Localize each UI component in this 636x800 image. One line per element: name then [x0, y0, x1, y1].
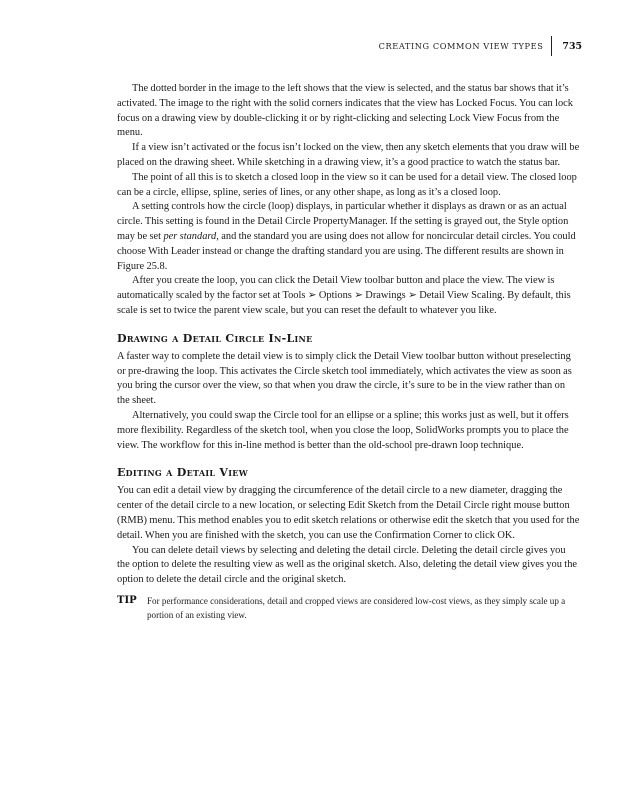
paragraph: The point of all this is to sketch a closed loop in the view so it can be used for a detail view. The closed loop can be a circle, ellipse, spline, series of lines, or any other shape, as long as it’s a closed loop.	[117, 171, 577, 198]
page-number: 735	[562, 40, 582, 52]
body-text	[117, 82, 580, 622]
italic-text: per standard	[163, 230, 217, 242]
paragraph: You can delete detail views by selecting and deleting the detail circle. Deleting the detail circle gives you the option to delete the resulting view as well as the original sketch. Also, deleting the detail view gives you the option to delete the detail circle and the original sketch.	[117, 544, 578, 586]
paragraph: After you create the loop, you can click the Detail View toolbar button and place the view. The view is automatically scaled by the factor set at Tools ➢ Options ➢ Drawings ➢ Detail View Scaling. By default, this scale is set to twice the parent view scale, but you can reset the default to whatever you like.	[117, 275, 571, 316]
paragraph: A faster way to complete the detail view is to simply click the Detail View toolbar button without preselecting or pre-drawing the loop. This activates the Circle sketch tool immediately, which activates the view as soon as you bring the cursor over the view, so that when you draw the circle, it’s sure to be in the view rather than on the sheet.	[117, 350, 572, 407]
tip-box	[117, 594, 580, 622]
text-run: A setting controls how the circle (loop) displays, in particular whether it displays as drawn or as an actual circle. This setting is found in the Detail Circle PropertyManager. If the setting is grayed out, the Style option may be set	[117, 201, 569, 242]
paragraph: Alternatively, you could swap the Circle tool for an ellipse or a spline; this works just as well, but it offers more flexibility. Regardless of the sketch tool, when you close the loop, SolidWorks prompts you to place the view. The workflow for this in-line method is better than the old-school pre-drawn loop technique.	[117, 409, 569, 451]
section-heading-editing-detail-view: Editing a Detail View	[117, 466, 248, 480]
running-head	[379, 36, 582, 56]
header-divider	[551, 36, 552, 56]
tip-label: TIP	[117, 594, 137, 606]
paragraph: You can edit a detail view by dragging the circumference of the detail circle to a new diameter, dragging the center of the detail circle to a new location, or selecting Edit Sketch from the Detail Circle right mouse button (RMB) menu. This method enables you to edit sketch relations or otherwise edit the sketch that you used for the detail. When you are finished with the sketch, you can use the Confirmation Corner to click OK.	[117, 485, 580, 541]
paragraph: If a view isn’t activated or the focus isn’t locked on the view, then any sketch elements that you draw will be placed on the drawing sheet. While sketching in a drawing view, it’s a good practice to watch the status bar.	[117, 142, 580, 168]
chapter-title: CREATING COMMON VIEW TYPES	[378, 41, 544, 51]
paragraph	[117, 200, 580, 274]
text-run: , and the standard you are using does not allow for noncircular detail circles. You could choose With Leader instead or change the drafting standard you are using. The different results are shown in Figure 25.8.	[117, 230, 576, 272]
paragraph: The dotted border in the image to the left shows that the view is selected, and the status bar shows that it’s activated. The image to the right with the solid corners indicates that the view has Locked Focus. You can lock focus on a drawing view by double-clicking it or by right-clicking and selecting Lock View Focus from the menu.	[117, 83, 573, 139]
section-heading-drawing-detail-circle: Drawing a Detail Circle In-Line	[117, 331, 313, 345]
tip-text: For performance considerations, detail and cropped views are considered low-cost views, as they simply scale up a portion of an existing view.	[147, 595, 566, 620]
